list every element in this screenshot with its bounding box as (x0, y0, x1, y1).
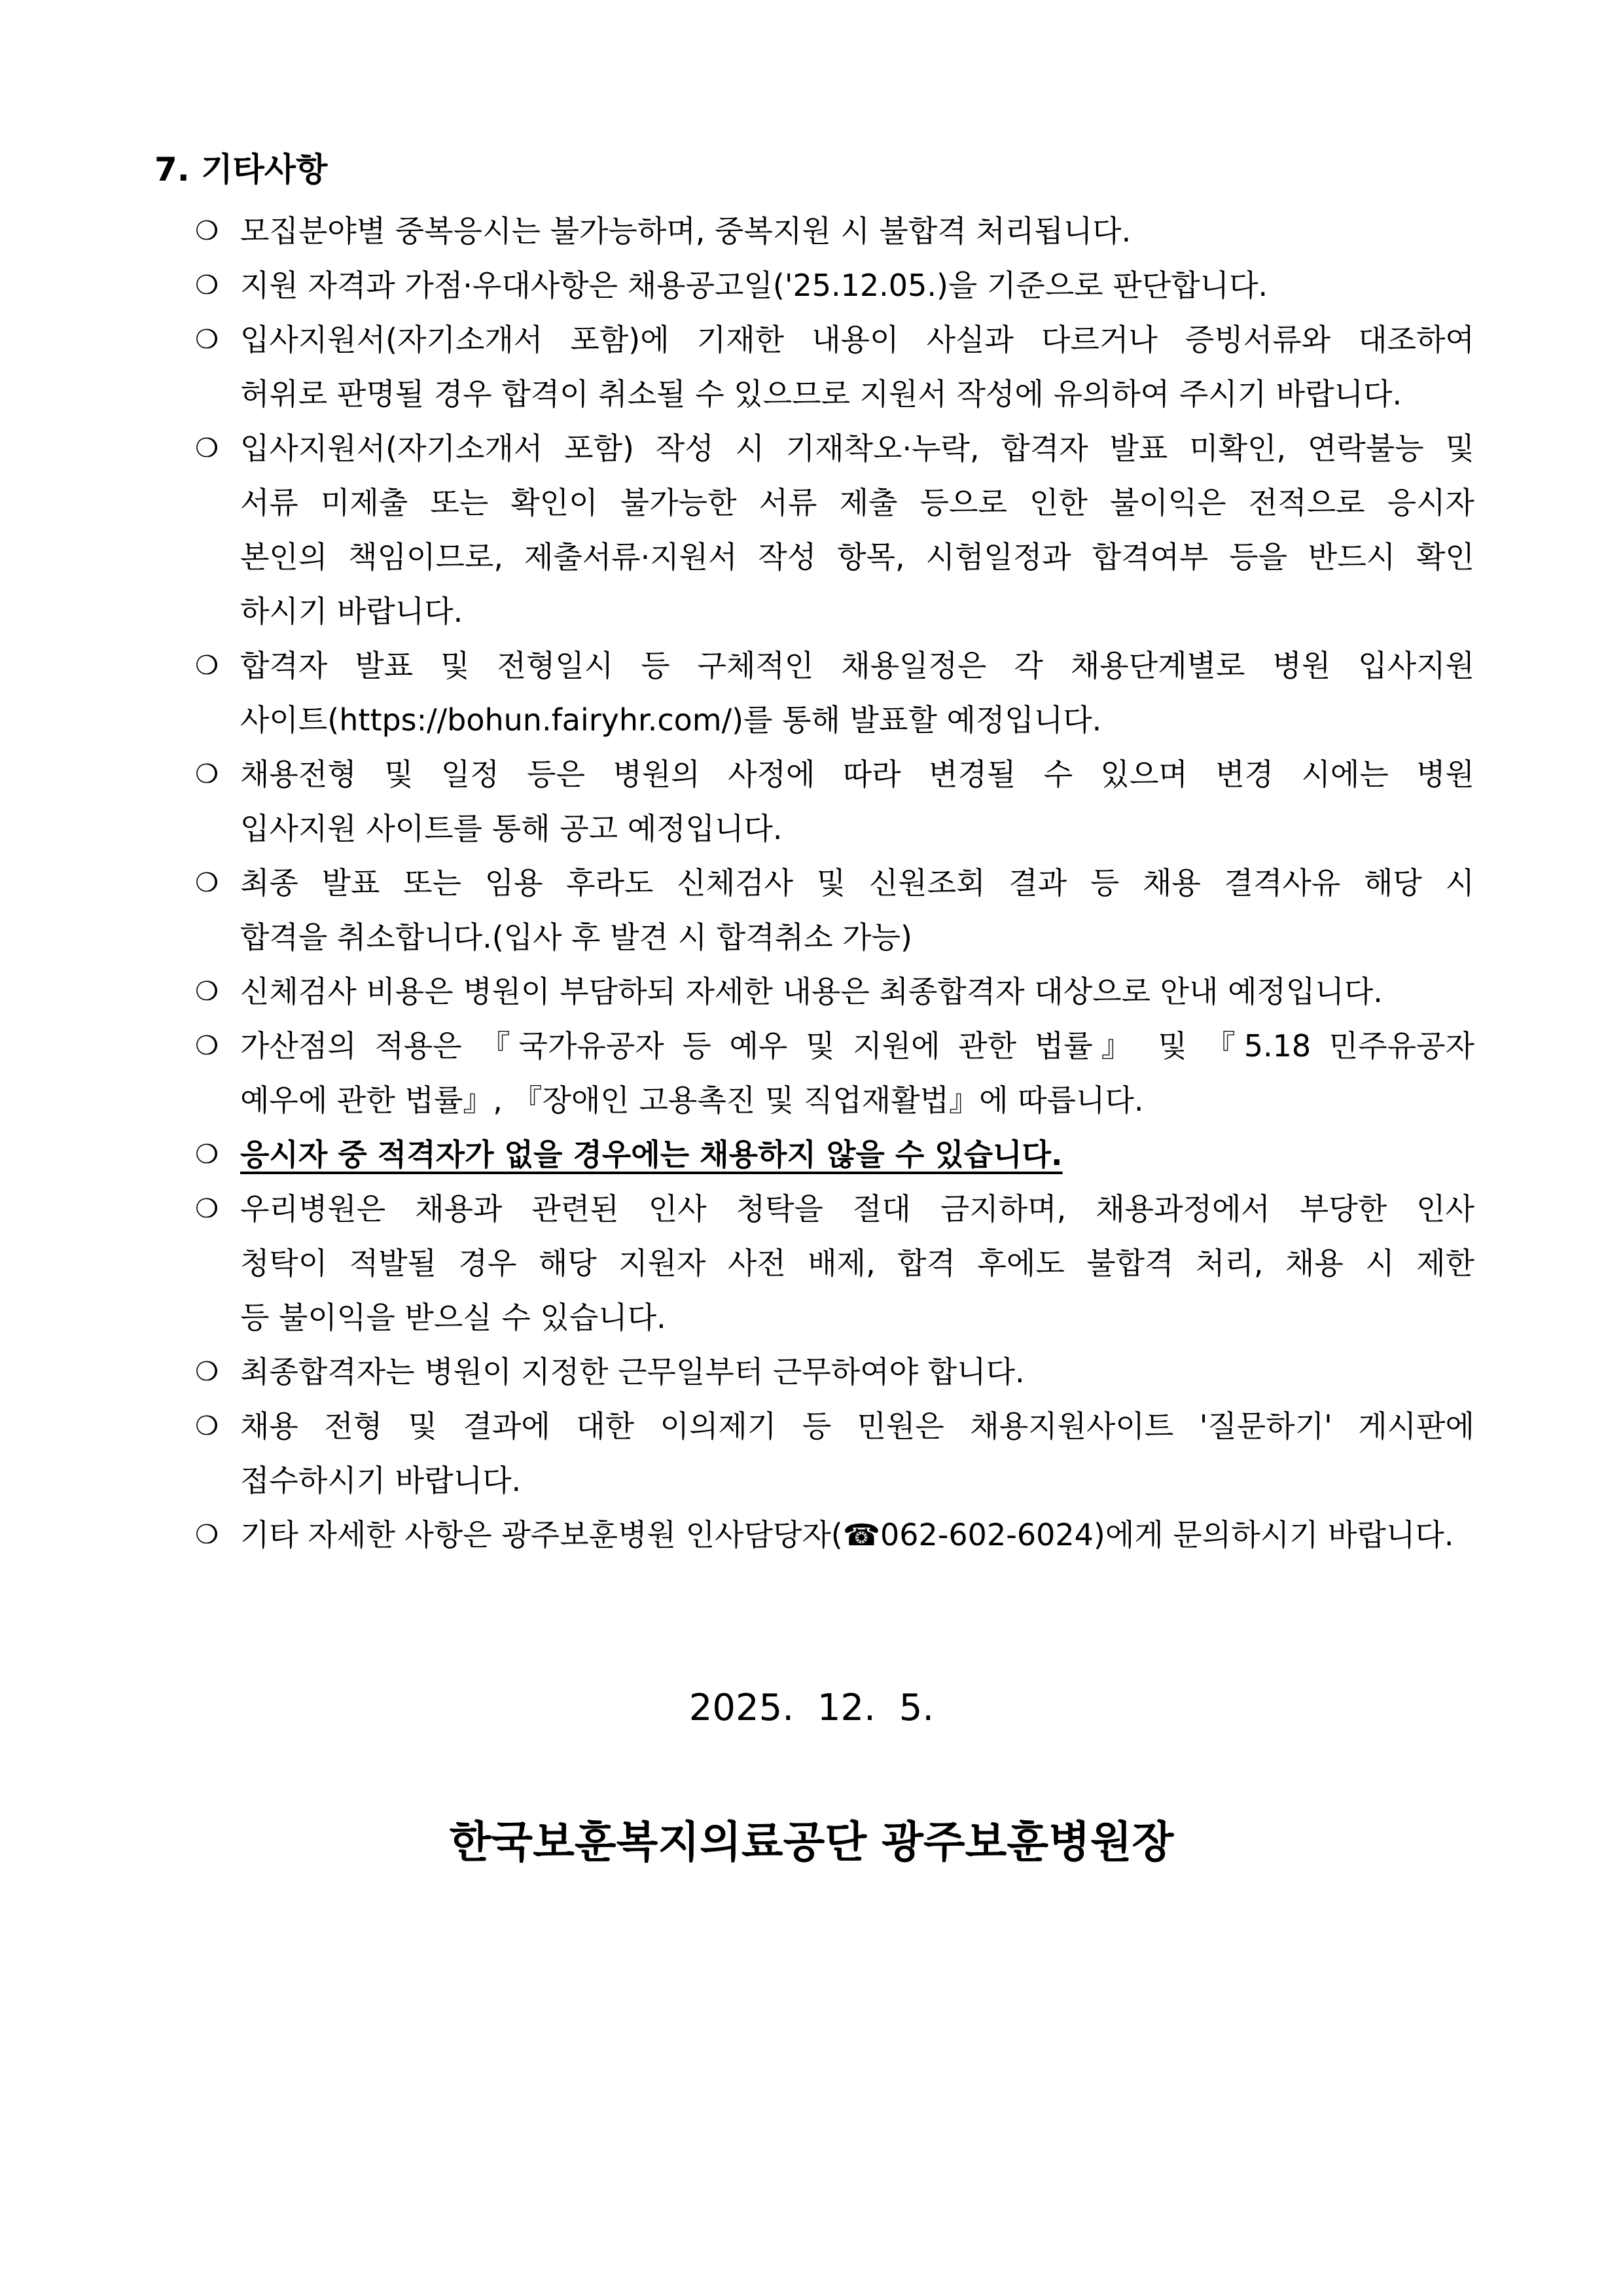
list-item-line: 지원 자격과 가점·우대사항은 채용공고일('25.12.05.)을 기준으로 판단합니다. (240, 268, 1268, 303)
circle-bullet-icon: ❍ (195, 1139, 219, 1170)
list-item-line: 청탁이 적발될 경우 해당 지원자 사전 배제, 합격 후에도 불합격 처리, 채용 시 제한 (240, 1246, 1474, 1281)
circle-bullet-icon: ❍ (195, 868, 219, 898)
list-item-line: 사이트(https://bohun.fairyhr.com/)를 통해 발표할 예정입니다. (240, 702, 1102, 738)
list-item-line: 최종 발표 또는 임용 후라도 신체검사 및 신원조회 결과 등 채용 결격사유 해당 시 (240, 865, 1474, 901)
list-item (0, 313, 1623, 422)
circle-bullet-icon: ❍ (195, 759, 219, 789)
section-heading: 7. 기타사항 (154, 151, 328, 188)
list-item-line: 합격자 발표 및 전형일시 등 구체적인 채용일정은 각 채용단계별로 병원 입사지원 (240, 648, 1474, 683)
notice-list (0, 204, 1623, 1562)
list-item-line: 합격을 취소합니다.(입사 후 발견 시 합격취소 가능) (240, 920, 912, 955)
list-item (0, 1345, 1623, 1399)
circle-bullet-icon: ❍ (195, 325, 219, 355)
circle-bullet-icon: ❍ (195, 270, 219, 300)
list-item (0, 259, 1623, 313)
list-item-line: 채용 전형 및 결과에 대한 이의제기 등 민원은 채용지원사이트 '질문하기' 게시판에 (240, 1408, 1474, 1444)
list-item (0, 1399, 1623, 1508)
list-item (0, 856, 1623, 965)
issue-date: 2025. 12. 5. (688, 1687, 935, 1729)
circle-bullet-icon: ❍ (195, 1411, 219, 1441)
list-item-line: 모집분야별 중복응시는 불가능하며, 중복지원 시 불합격 처리됩니다. (240, 213, 1132, 249)
list-item-line: 본인의 책임이므로, 제출서류·지원서 작성 항목, 시험일정과 합격여부 등을 반드시 확인 (240, 539, 1474, 575)
list-item (0, 965, 1623, 1019)
list-item-line: 신체검사 비용은 병원이 부담하되 자세한 내용은 최종합격자 대상으로 안내 예정입니다. (240, 974, 1383, 1009)
list-item-line: 접수하시기 바랍니다. (240, 1463, 522, 1498)
list-item-line: 입사지원서(자기소개서 포함) 작성 시 기재착오·누락, 합격자 발표 미확인, 연락불능 및 (240, 431, 1474, 466)
list-item-line: 가산점의 적용은 『국가유공자 등 예우 및 지원에 관한 법률』 및 『5.18 민주유공자 (240, 1028, 1474, 1064)
list-item-line: 입사지원서(자기소개서 포함)에 기재한 내용이 사실과 다르거나 증빙서류와 대조하여 (240, 322, 1474, 357)
list-item-line: 최종합격자는 병원이 지정한 근무일부터 근무하여야 합니다. (240, 1354, 1025, 1390)
circle-bullet-icon: ❍ (195, 1357, 219, 1387)
list-item-line: 등 불이익을 받으실 수 있습니다. (240, 1300, 666, 1335)
list-item-line: 채용전형 및 일정 등은 병원의 사정에 따라 변경될 수 있으며 변경 시에는 병원 (240, 757, 1474, 792)
circle-bullet-icon: ❍ (195, 1520, 219, 1550)
circle-bullet-icon: ❍ (195, 433, 219, 463)
list-item (0, 422, 1623, 639)
circle-bullet-icon: ❍ (195, 1194, 219, 1224)
list-item-line: 응시자 중 적격자가 없을 경우에는 채용하지 않을 수 있습니다. (240, 1137, 1063, 1172)
circle-bullet-icon: ❍ (195, 977, 219, 1007)
circle-bullet-icon: ❍ (195, 1031, 219, 1061)
list-item-line: 입사지원 사이트를 통해 공고 예정입니다. (240, 811, 783, 846)
circle-bullet-icon: ❍ (195, 216, 219, 246)
list-item (0, 204, 1623, 259)
list-item-line: 하시기 바랍니다. (240, 594, 463, 629)
list-item (0, 1128, 1623, 1182)
list-item-line: 허위로 판명될 경우 합격이 취소될 수 있으므로 지원서 작성에 유의하여 주시기 바랍니다. (240, 376, 1402, 412)
list-item-line: 우리병원은 채용과 관련된 인사 청탁을 절대 금지하며, 채용과정에서 부당한 인사 (240, 1191, 1474, 1227)
list-item (0, 1182, 1623, 1345)
list-item (0, 639, 1623, 747)
list-item (0, 1508, 1623, 1562)
issuer-signature: 한국보훈복지의료공단 광주보훈병원장 (449, 1817, 1174, 1867)
list-item-line: 서류 미제출 또는 확인이 불가능한 서류 제출 등으로 인한 불이익은 전적으로 응시자 (240, 485, 1474, 520)
list-item (0, 1019, 1623, 1128)
circle-bullet-icon: ❍ (195, 651, 219, 681)
list-item-line: 기타 자세한 사항은 광주보훈병원 인사담당자(☎062-602-6024)에게 문의하시기 바랍니다. (240, 1517, 1454, 1552)
list-item (0, 747, 1623, 856)
list-item-line: 예우에 관한 법률』, 『장애인 고용촉진 및 직업재활법』에 따릅니다. (240, 1083, 1144, 1118)
